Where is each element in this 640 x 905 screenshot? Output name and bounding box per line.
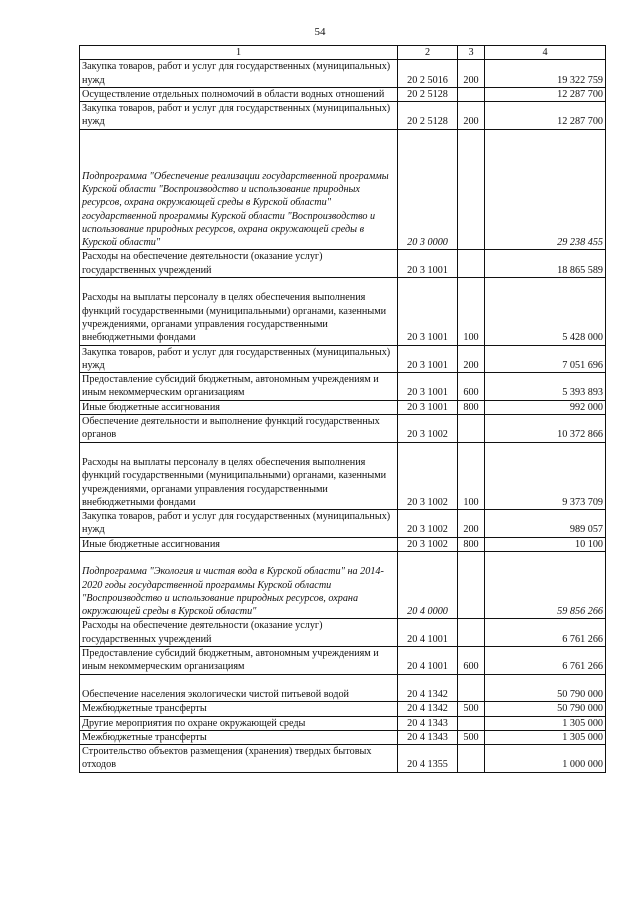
row-code: 20 4 0000 [398, 551, 458, 618]
row-amount: 10 372 866 [485, 415, 606, 443]
row-name: Расходы на выплаты персоналу в целях обеспечения выполнения функций государственными (муниципальными) органами, казенными учреждениями, органами управления государственными внебюджетными фондами [80, 278, 398, 345]
row-expense-type: 800 [458, 400, 485, 414]
row-expense-type [458, 674, 485, 702]
row-expense-type: 200 [458, 102, 485, 130]
table-row [80, 702, 606, 716]
row-name: Подпрограмма "Экология и чистая вода в Курской области" на 2014-2020 годы государственной программы Курской области "Воспроизводство и использование природных ресурсов, охрана окружающей среды в Курской области" [80, 551, 398, 618]
table-row [80, 647, 606, 675]
row-name: Закупка товаров, работ и услуг для государственных (муниципальных) нужд [80, 102, 398, 130]
row-name: Строительство объектов размещения (хранения) твердых бытовых отходов [80, 745, 398, 773]
row-amount: 19 322 759 [485, 60, 606, 88]
row-code: 20 4 1342 [398, 702, 458, 716]
row-expense-type [458, 129, 485, 250]
row-code: 20 3 0000 [398, 129, 458, 250]
row-amount: 7 051 696 [485, 345, 606, 373]
table-row [80, 373, 606, 401]
row-code: 20 3 1002 [398, 442, 458, 509]
column-header-expense-type: 3 [458, 46, 485, 60]
row-expense-type [458, 415, 485, 443]
row-name: Закупка товаров, работ и услуг для государственных (муниципальных) нужд [80, 510, 398, 538]
row-name: Иные бюджетные ассигнования [80, 400, 398, 414]
row-amount: 6 761 266 [485, 647, 606, 675]
row-name: Закупка товаров, работ и услуг для государственных (муниципальных) нужд [80, 60, 398, 88]
row-code: 20 3 1001 [398, 400, 458, 414]
row-amount: 989 057 [485, 510, 606, 538]
row-amount: 12 287 700 [485, 87, 606, 101]
table-row [80, 60, 606, 88]
table-row [80, 415, 606, 443]
table-row [80, 442, 606, 509]
row-name: Межбюджетные трансферты [80, 702, 398, 716]
row-name: Расходы на обеспечение деятельности (оказание услуг) государственных учреждений [80, 250, 398, 278]
table-row [80, 400, 606, 414]
row-code: 20 2 5128 [398, 102, 458, 130]
row-code: 20 2 5128 [398, 87, 458, 101]
table-row [80, 745, 606, 773]
table-row [80, 250, 606, 278]
row-code: 20 4 1001 [398, 647, 458, 675]
row-amount: 1 000 000 [485, 745, 606, 773]
row-name: Расходы на обеспечение деятельности (оказание услуг) государственных учреждений [80, 619, 398, 647]
table-row [80, 102, 606, 130]
row-expense-type: 500 [458, 702, 485, 716]
row-expense-type [458, 745, 485, 773]
row-expense-type: 200 [458, 510, 485, 538]
table-header-row [80, 46, 606, 60]
table-row [80, 510, 606, 538]
row-amount: 29 238 455 [485, 129, 606, 250]
table-row [80, 716, 606, 730]
row-amount: 1 305 000 [485, 730, 606, 744]
row-code: 20 3 1001 [398, 345, 458, 373]
row-amount: 5 393 893 [485, 373, 606, 401]
table-row [80, 619, 606, 647]
row-name: Предоставление субсидий бюджетным, автономным учреждениям и иным некоммерческим организациям [80, 647, 398, 675]
column-header-name: 1 [80, 46, 398, 60]
row-name: Закупка товаров, работ и услуг для государственных (муниципальных) нужд [80, 345, 398, 373]
row-amount: 50 790 000 [485, 702, 606, 716]
row-code: 20 3 1001 [398, 373, 458, 401]
column-header-code: 2 [398, 46, 458, 60]
table-row [80, 730, 606, 744]
row-amount: 18 865 589 [485, 250, 606, 278]
row-expense-type: 100 [458, 278, 485, 345]
row-amount: 10 100 [485, 537, 606, 551]
row-amount: 50 790 000 [485, 674, 606, 702]
row-code: 20 4 1343 [398, 730, 458, 744]
row-expense-type: 800 [458, 537, 485, 551]
row-expense-type: 500 [458, 730, 485, 744]
table-row [80, 551, 606, 618]
row-amount: 5 428 000 [485, 278, 606, 345]
row-expense-type: 100 [458, 442, 485, 509]
row-code: 20 3 1002 [398, 415, 458, 443]
row-amount: 12 287 700 [485, 102, 606, 130]
row-code: 20 3 1001 [398, 278, 458, 345]
table-row [80, 537, 606, 551]
row-expense-type: 600 [458, 373, 485, 401]
row-name: Предоставление субсидий бюджетным, автономным учреждениям и иным некоммерческим организациям [80, 373, 398, 401]
row-name: Иные бюджетные ассигнования [80, 537, 398, 551]
row-amount: 59 856 266 [485, 551, 606, 618]
table-row [80, 129, 606, 250]
row-code: 20 4 1355 [398, 745, 458, 773]
row-code: 20 4 1001 [398, 619, 458, 647]
row-name: Расходы на выплаты персоналу в целях обеспечения выполнения функций государственными (муниципальными) органами, казенными учреждениями, органами управления государственными внебюджетными фондами [80, 442, 398, 509]
row-name: Обеспечение деятельности и выполнение функций государственных органов [80, 415, 398, 443]
row-expense-type [458, 716, 485, 730]
row-expense-type: 200 [458, 345, 485, 373]
row-code: 20 3 1002 [398, 537, 458, 551]
row-expense-type: 200 [458, 60, 485, 88]
row-amount: 1 305 000 [485, 716, 606, 730]
row-name: Осуществление отдельных полномочий в области водных отношений [80, 87, 398, 101]
row-name: Подпрограмма "Обеспечение реализации государственной программы Курской области "Воспроизводство и использование природных ресурсов, охрана окружающей среды в Курской области" государственной программы Курской области "Воспроизводство и использование природных ресурсов, охрана окружающей среды в Курской области" [80, 129, 398, 250]
column-header-amount: 4 [485, 46, 606, 60]
row-expense-type [458, 87, 485, 101]
row-code: 20 3 1002 [398, 510, 458, 538]
budget-table [79, 45, 606, 773]
row-expense-type: 600 [458, 647, 485, 675]
row-name: Другие мероприятия по охране окружающей среды [80, 716, 398, 730]
row-code: 20 3 1001 [398, 250, 458, 278]
row-amount: 9 373 709 [485, 442, 606, 509]
page-number: 54 [314, 26, 326, 38]
row-name: Межбюджетные трансферты [80, 730, 398, 744]
row-expense-type [458, 619, 485, 647]
table-row [80, 674, 606, 702]
row-amount: 992 000 [485, 400, 606, 414]
table-row [80, 87, 606, 101]
table-row [80, 278, 606, 345]
row-code: 20 4 1342 [398, 674, 458, 702]
row-expense-type [458, 551, 485, 618]
row-code: 20 4 1343 [398, 716, 458, 730]
row-amount: 6 761 266 [485, 619, 606, 647]
row-code: 20 2 5016 [398, 60, 458, 88]
table-row [80, 345, 606, 373]
row-name: Обеспечение населения экологически чистой питьевой водой [80, 674, 398, 702]
row-expense-type [458, 250, 485, 278]
